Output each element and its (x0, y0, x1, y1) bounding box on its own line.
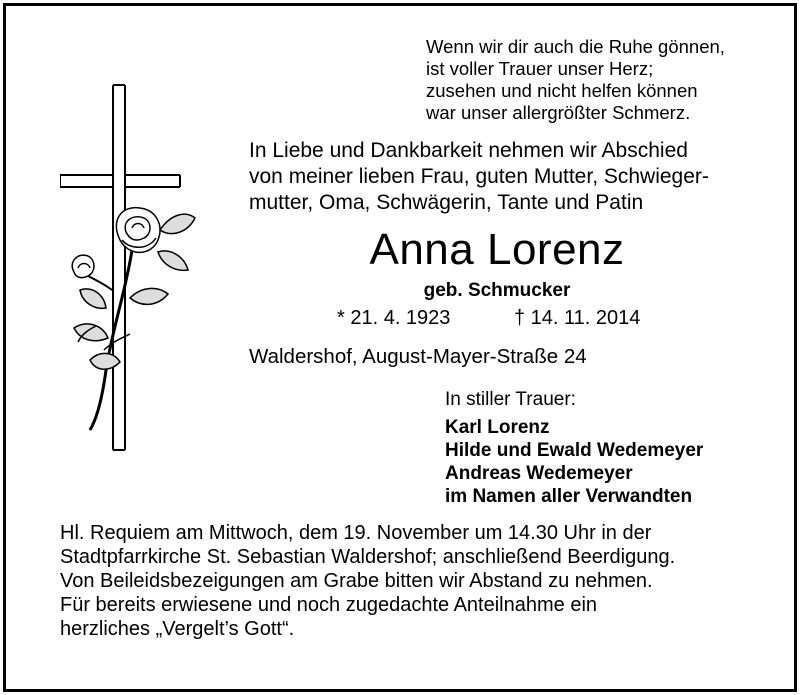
cross-icon (60, 80, 210, 460)
poem-line: Wenn wir dir auch die Ruhe gönnen, (426, 36, 725, 57)
footer-line: Hl. Requiem am Mittwoch, dem 19. November um 14.30 Uhr in der (60, 522, 652, 544)
footer-line: Für bereits erwiesene und noch zugedachte Anteilnahme ein (60, 594, 598, 616)
memorial-poem (426, 36, 725, 124)
birth-date: * 21. 4. 1923 (337, 307, 451, 329)
poem-line: war unser allergrößter Schmerz. (426, 102, 691, 123)
intro-line: von meiner lieben Frau, guten Mutter, Schwieger- (249, 165, 709, 188)
mourner-name: Karl Lorenz (445, 417, 550, 438)
poem-line: ist voller Trauer unser Herz; (426, 58, 654, 79)
address: Waldershof, August-Mayer-Straße 24 (249, 345, 587, 368)
mourner-name: Hilde und Ewald Wedemeyer (445, 440, 704, 461)
mourner-name: im Namen aller Verwandten (445, 486, 693, 507)
deceased-name: Anna Lorenz (369, 225, 625, 274)
footer-line: Von Beileidsbezeigungen am Grabe bitten wir Abstand zu nehmen. (60, 570, 653, 592)
farewell-intro (249, 138, 709, 216)
birth-name: geb. Schmucker (423, 280, 571, 301)
footer-line: Stadtpfarrkirche St. Sebastian Waldershof; anschließend Beerdigung. (60, 546, 676, 568)
mourner-name: Andreas Wedemeyer (445, 463, 633, 484)
mourners-label: In stiller Trauer: (445, 389, 576, 410)
intro-line: In Liebe und Dankbarkeit nehmen wir Abschied (249, 139, 688, 162)
poem-line: zusehen und nicht helfen können (426, 80, 698, 101)
funeral-details (60, 521, 675, 641)
intro-line: mutter, Oma, Schwägerin, Tante und Patin (249, 191, 644, 214)
rose-icon (72, 208, 195, 430)
death-date: † 14. 11. 2014 (514, 307, 641, 329)
mourners-list (445, 416, 703, 508)
footer-line: herzliches „Vergelt’s Gott“. (60, 618, 295, 640)
